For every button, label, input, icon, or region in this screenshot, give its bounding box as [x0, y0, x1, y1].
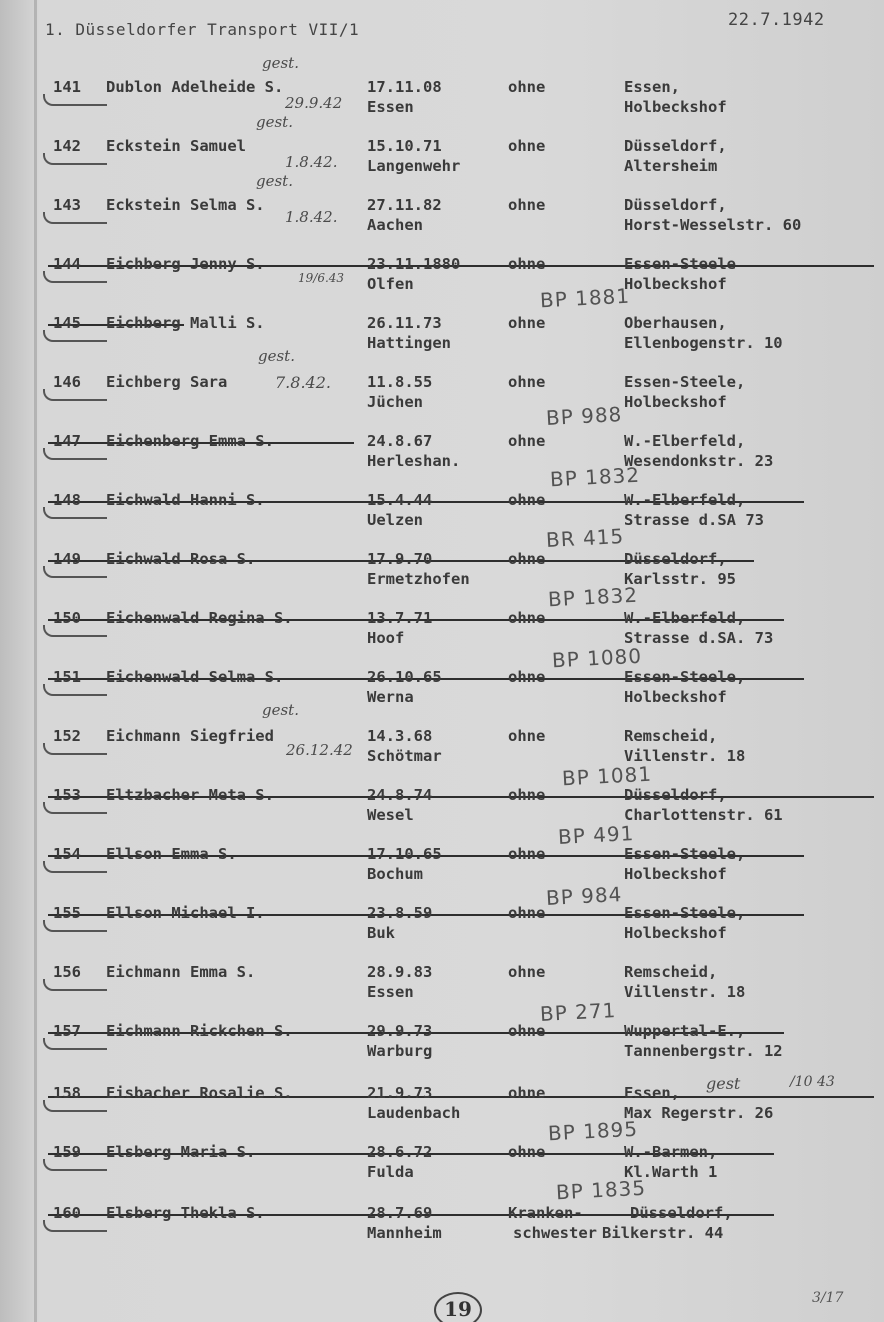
- profession: ohne: [508, 727, 546, 745]
- row-number: 155: [53, 904, 81, 922]
- handwritten-death-date: /10 43: [790, 1074, 835, 1090]
- handwritten-death-date: 1.8.42.: [285, 208, 338, 226]
- person-name: Eltzbacher Meta S.: [106, 786, 274, 804]
- birth-place: Warburg: [367, 1042, 433, 1060]
- handwritten-bp-number: BP 1832: [549, 462, 641, 492]
- handwritten-bp-number: BP 1835: [555, 1175, 647, 1205]
- person-name: Dublon Adelheide S.: [106, 78, 284, 96]
- profession: ohne: [508, 491, 546, 509]
- address-street: Holbeckshof: [624, 924, 727, 942]
- address-street: Altersheim: [624, 157, 718, 175]
- address-city: Düsseldorf,: [624, 137, 727, 155]
- birth-place: Essen: [367, 983, 414, 1001]
- person-name: Elsberg Thekla S.: [106, 1204, 265, 1222]
- birth-place: Fulda: [367, 1163, 414, 1181]
- address-city: Essen,: [624, 1084, 680, 1102]
- table-row: [0, 1074, 884, 1138]
- address-city: Essen,: [624, 78, 680, 96]
- birth-place: Aachen: [367, 216, 423, 234]
- birth-date: 21.9.73: [367, 1084, 433, 1102]
- address-city: Remscheid,: [624, 963, 718, 981]
- handwritten-death-date: 26.12.42: [286, 741, 353, 759]
- address-street: Ellenbogenstr. 10: [624, 334, 783, 352]
- handwritten-death-date: 7.8.42.: [275, 373, 331, 392]
- address-street: Bilkerstr. 44: [602, 1224, 724, 1242]
- birth-place: Essen: [367, 98, 414, 116]
- profession: ohne: [508, 550, 546, 568]
- birth-date: 23.11.1880: [367, 255, 461, 273]
- address-street: Strasse d.SA 73: [624, 511, 764, 529]
- person-name: Eichenwald Regina S.: [106, 609, 293, 627]
- handwritten-bp-number: BP 984: [545, 882, 623, 910]
- address-street: Holbeckshof: [624, 865, 727, 883]
- person-name: Elsberg Maria S.: [106, 1143, 256, 1161]
- handwritten-bp-number: BP 1881: [539, 283, 631, 313]
- row-number: 154: [53, 845, 81, 863]
- table-row: [0, 172, 884, 250]
- handwritten-death-date: 19/6.43: [298, 271, 345, 285]
- profession: ohne: [508, 314, 546, 332]
- birth-place: Mannheim: [367, 1224, 442, 1242]
- profession: ohne: [508, 1143, 546, 1161]
- person-name: Eichwald Hanni S.: [106, 491, 265, 509]
- table-row: [0, 882, 884, 958]
- birth-date: 23.8.59: [367, 904, 433, 922]
- row-number: 147: [53, 432, 81, 450]
- address-city: Düsseldorf,: [624, 550, 727, 568]
- row-number: 150: [53, 609, 81, 627]
- person-name: Eichberg Jenny S.: [106, 255, 265, 273]
- row-number: 144: [53, 255, 81, 273]
- address-street: Holbeckshof: [624, 98, 727, 116]
- table-row: [0, 1175, 884, 1258]
- handwritten-gest: gest.: [258, 347, 295, 365]
- profession-line-2: schwester: [513, 1224, 597, 1242]
- birth-date: 28.9.83: [367, 963, 433, 981]
- address-street: Tannenbergstr. 12: [624, 1042, 783, 1060]
- address-city: Düsseldorf,: [630, 1204, 733, 1222]
- row-number: 160: [53, 1204, 81, 1222]
- handwritten-death-date: 29.9.42: [285, 94, 343, 112]
- birth-date: 15.4.44: [367, 491, 433, 509]
- address-city: Essen-Steele: [624, 255, 736, 273]
- table-row: [0, 643, 884, 722]
- profession: ohne: [508, 1022, 546, 1040]
- address-street: Wesendonkstr. 23: [624, 452, 774, 470]
- row-number: 146: [53, 373, 81, 391]
- profession: ohne: [508, 786, 546, 804]
- handwritten-bp-number: BP 271: [539, 998, 617, 1026]
- address-city: Essen-Steele,: [624, 904, 746, 922]
- row-number: 156: [53, 963, 81, 981]
- address-city: Düsseldorf,: [624, 196, 727, 214]
- row-number: 153: [53, 786, 81, 804]
- address-city: W.-Barmen,: [624, 1143, 718, 1161]
- row-number: 157: [53, 1022, 81, 1040]
- birth-date: 13.7.71: [367, 609, 433, 627]
- address-city: W.-Elberfeld,: [624, 432, 746, 450]
- handwritten-bp-number: BP 988: [545, 402, 623, 430]
- handwritten-gest: gest.: [256, 172, 293, 190]
- address-street: Strasse d.SA. 73: [624, 629, 774, 647]
- row-number: 149: [53, 550, 81, 568]
- profession: ohne: [508, 963, 546, 981]
- table-row: [0, 582, 884, 663]
- person-name: Eckstein Selma S.: [106, 196, 265, 214]
- address-street: Holbeckshof: [624, 393, 727, 411]
- birth-date: 14.3.68: [367, 727, 433, 745]
- table-row: [0, 998, 884, 1076]
- table-row: [0, 347, 884, 427]
- profession: ohne: [508, 137, 546, 155]
- address-city: Remscheid,: [624, 727, 718, 745]
- birth-date: 15.10.71: [367, 137, 442, 155]
- birth-date: 17.9.70: [367, 550, 433, 568]
- birth-place: Buk: [367, 924, 395, 942]
- address-city: Essen-Steele,: [624, 845, 746, 863]
- birth-place: Laudenbach: [367, 1104, 461, 1122]
- handwritten-bp-number: BP 491: [557, 821, 635, 849]
- birth-place: Langenwehr: [367, 157, 461, 175]
- handwritten-bp-number: BP 1895: [547, 1116, 639, 1146]
- birth-place: Hoof: [367, 629, 405, 647]
- handwritten-bp-number: BP 1081: [561, 761, 653, 791]
- table-row: [0, 1116, 884, 1197]
- birth-place: Herleshan.: [367, 452, 461, 470]
- table-row: [0, 54, 884, 132]
- birth-date: 28.6.72: [367, 1143, 433, 1161]
- birth-place: Bochum: [367, 865, 423, 883]
- list-date: 22.7.1942: [728, 10, 825, 30]
- table-row: [0, 761, 884, 840]
- row-number: 158: [53, 1084, 81, 1102]
- profession: ohne: [508, 609, 546, 627]
- row-number: 152: [53, 727, 81, 745]
- profession: ohne: [508, 255, 546, 273]
- address-street: Max Regerstr. 26: [624, 1104, 774, 1122]
- person-name: Eichwald Rosa S.: [106, 550, 256, 568]
- page-number: 19: [434, 1292, 482, 1322]
- birth-date: 26.10.65: [367, 668, 442, 686]
- address-city: Essen-Steele,: [624, 668, 746, 686]
- birth-date: 17.11.08: [367, 78, 442, 96]
- handwritten-gest: gest: [706, 1074, 741, 1093]
- row-number: 145: [53, 314, 81, 332]
- handwritten-bp-number: BR 415: [545, 523, 625, 553]
- handwritten-bp-number: BP 1080: [551, 643, 643, 673]
- table-row: [0, 961, 884, 1017]
- address-city: W.-Elberfeld,: [624, 609, 746, 627]
- birth-place: Hattingen: [367, 334, 451, 352]
- birth-place: Wesel: [367, 806, 414, 824]
- address-city: Oberhausen,: [624, 314, 727, 332]
- birth-place: Ermetzhofen: [367, 570, 470, 588]
- address-street: Charlottenstr. 61: [624, 806, 783, 824]
- list-title: 1. Düsseldorfer Transport VII/1: [45, 20, 360, 39]
- birth-place: Werna: [367, 688, 414, 706]
- table-row: [0, 523, 884, 604]
- row-number: 151: [53, 668, 81, 686]
- profession: ohne: [508, 373, 546, 391]
- birth-date: 26.11.73: [367, 314, 442, 332]
- birth-place: Olfen: [367, 275, 414, 293]
- person-name: Eichberg Sara: [106, 373, 228, 391]
- table-row: [0, 462, 884, 545]
- profession: ohne: [508, 78, 546, 96]
- profession: Kranken-: [508, 1204, 583, 1222]
- handwritten-bp-number: BP 1832: [547, 582, 639, 612]
- person-name: Eichmann Emma S.: [106, 963, 256, 981]
- person-name: Ellson Michael I.: [106, 904, 265, 922]
- person-name: Eisbacher Rosalie S.: [106, 1084, 293, 1102]
- person-name: Eichmann Rickchen S.: [106, 1022, 293, 1040]
- address-street: Karlsstr. 95: [624, 570, 736, 588]
- row-number: 159: [53, 1143, 81, 1161]
- table-row: [0, 821, 884, 899]
- person-name: Ellson Emma S.: [106, 845, 237, 863]
- handwritten-gest: gest.: [262, 54, 299, 72]
- handwritten-death-date: 1.8.42.: [285, 153, 338, 171]
- birth-place: Schötmar: [367, 747, 442, 765]
- birth-place: Jüchen: [367, 393, 423, 411]
- birth-date: 24.8.67: [367, 432, 433, 450]
- birth-date: 24.8.74: [367, 786, 433, 804]
- address-street: Villenstr. 18: [624, 983, 746, 1001]
- address-city: Düsseldorf,: [624, 786, 727, 804]
- birth-date: 28.7.69: [367, 1204, 433, 1222]
- row-number: 148: [53, 491, 81, 509]
- profession: ohne: [508, 904, 546, 922]
- address-street: Horst-Wesselstr. 60: [624, 216, 802, 234]
- person-name: Eichenberg Emma S.: [106, 432, 274, 450]
- address-street: Villenstr. 18: [624, 747, 746, 765]
- row-number: 143: [53, 196, 81, 214]
- birth-date: 11.8.55: [367, 373, 433, 391]
- person-name: Eckstein Samuel: [106, 137, 246, 155]
- person-name: Eichenwald Selma S.: [106, 668, 284, 686]
- table-row: [0, 253, 884, 309]
- handwritten-gest: gest.: [262, 701, 299, 719]
- birth-place: Uelzen: [367, 511, 423, 529]
- table-row: [0, 701, 884, 781]
- birth-date: 17.10.65: [367, 845, 442, 863]
- address-city: W.-Elberfeld,: [624, 491, 746, 509]
- birth-date: 27.11.82: [367, 196, 442, 214]
- table-row: [0, 113, 884, 191]
- corner-note: 3/17: [812, 1290, 844, 1306]
- person-name: Eichmann Siegfried: [106, 727, 274, 745]
- address-street: Holbeckshof: [624, 275, 727, 293]
- address-street: Kl.Warth 1: [624, 1163, 718, 1181]
- address-city: Essen-Steele,: [624, 373, 746, 391]
- row-number: 142: [53, 137, 81, 155]
- profession: ohne: [508, 1084, 546, 1102]
- handwritten-gest: gest.: [256, 113, 293, 131]
- profession: ohne: [508, 196, 546, 214]
- address-street: Holbeckshof: [624, 688, 727, 706]
- profession: ohne: [508, 432, 546, 450]
- address-city: Wuppertal-E.,: [624, 1022, 746, 1040]
- person-name: Eichberg Malli S.: [106, 314, 265, 332]
- birth-date: 29.9.73: [367, 1022, 433, 1040]
- profession: ohne: [508, 668, 546, 686]
- profession: ohne: [508, 845, 546, 863]
- row-number: 141: [53, 78, 81, 96]
